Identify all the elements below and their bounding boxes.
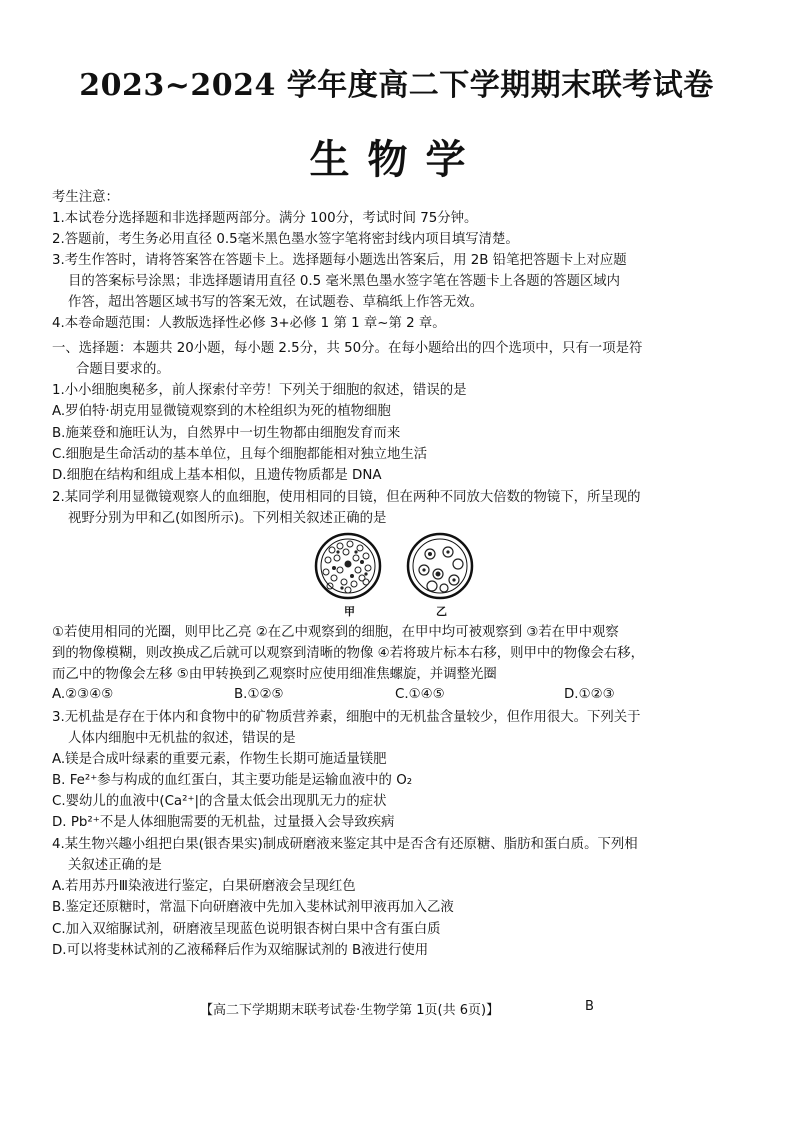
q4-stem-cont: 关叙述正确的是: [68, 858, 162, 873]
microscope-fields-drawing: [310, 530, 480, 620]
q1-stem: 1.小小细胞奥秘多，前人探索付辛劳！下列关于细胞的叙述，错误的是: [52, 383, 467, 398]
notice-item-2: 2.答题前，考生务必用直径 0.5毫米黑色墨水签字笔将密封线内项目填写清楚。: [52, 232, 519, 247]
section1-instructions: 一、选择题：本题共 20小题，每小题 2.5分，共 50分。在每小题给出的四个选项中，只有一项是符: [52, 341, 643, 356]
section1-instructions-cont: 合题目要求的。: [76, 362, 170, 377]
figure-label-jia: 甲: [344, 605, 355, 618]
q3-option-b: B. Fe²⁺参与构成的血红蛋白，其主要功能是运输血液中的 O₂: [52, 773, 413, 788]
q1-option-d: D.细胞在结构和组成上基本相似，且遗传物质都是 DNA: [52, 468, 382, 483]
q2-options: [52, 687, 752, 707]
notice-item-3-cont-1: 目的答案标号涂黑；非选择题请用直径 0.5 毫米黑色墨水签字笔在答题卡上各题的答题区域内: [68, 274, 621, 289]
paper-version-code: B: [585, 999, 594, 1014]
q4-option-b: B.鉴定还原糖时，常温下向研磨液中先加入斐林试剂甲液再加入乙液: [52, 900, 454, 915]
field-yi: [408, 534, 472, 598]
q4-option-c: C.加入双缩脲试剂，研磨液呈现蓝色说明银杏树白果中含有蛋白质: [52, 922, 441, 937]
exam-title: 2023~2024 学年度高二下学期期末联考试卷: [79, 68, 714, 103]
q2-stem: 2.某同学利用显微镜观察人的血细胞，使用相同的目镜，但在两种不同放大倍数的物镜下，所呈现的: [52, 490, 641, 505]
figure-label-yi: 乙: [436, 605, 447, 618]
q1-option-b: B.施莱登和施旺认为，自然界中一切生物都由细胞发育而来: [52, 426, 401, 441]
subject-title: 生物学: [309, 136, 484, 183]
q2-statements-1: ①若使用相同的光圈，则甲比乙亮 ②在乙中观察到的细胞，在甲中均可被观察到 ③若在甲中观察: [52, 625, 619, 640]
q3-option-d: D. Pb²⁺不是人体细胞需要的无机盐，过量摄入会导致疾病: [52, 815, 395, 830]
notice-heading: 考生注意：: [52, 190, 119, 205]
page-footer: 【高二下学期期末联考试卷·生物学第 1页(共 6页)】: [200, 1003, 500, 1018]
q4-stem: 4.某生物兴趣小组把白果(银杏果实)制成研磨液来鉴定其中是否含有还原糖、脂肪和蛋白质。下列相: [52, 837, 638, 852]
q3-stem-cont: 人体内细胞中无机盐的叙述，错误的是: [68, 731, 296, 746]
notice-item-1: 1.本试卷分选择题和非选择题两部分。满分 100分，考试时间 75分钟。: [52, 211, 478, 226]
q2-statements-3: 而乙中的物像会左移 ⑤由甲转换到乙观察时应使用细准焦螺旋，并调整光圈: [52, 667, 497, 682]
q2-option-b: B.①②⑤: [234, 687, 284, 702]
notice-item-3: 3.考生作答时，请将答案答在答题卡上。选择题每小题选出答案后，用 2B 铅笔把答题卡上对应题: [52, 253, 627, 268]
q1-option-c: C.细胞是生命活动的基本单位，且每个细胞都能相对独立地生活: [52, 447, 428, 462]
q3-option-a: A.镁是合成叶绿素的重要元素，作物生长期可施适量镁肥: [52, 752, 387, 767]
q3-stem: 3.无机盐是存在于体内和食物中的矿物质营养素，细胞中的无机盐含量较少，但作用很大。下列关于: [52, 710, 641, 725]
notice-item-4: 4.本卷命题范围：人教版选择性必修 3+必修 1 第 1 章~第 2 章。: [52, 316, 446, 331]
q2-option-a: A.②③④⑤: [52, 687, 114, 702]
q2-option-c: C.①④⑤: [395, 687, 445, 702]
q1-option-a: A.罗伯特·胡克用显微镜观察到的木栓组织为死的植物细胞: [52, 404, 391, 419]
q4-option-a: A.若用苏丹Ⅲ染液进行鉴定，白果研磨液会呈现红色: [52, 879, 356, 894]
microscope-fields-figure: [310, 530, 480, 620]
q4-option-d: D.可以将斐林试剂的乙液稀释后作为双缩脲试剂的 B液进行使用: [52, 943, 429, 958]
field-jia: [316, 534, 380, 598]
q2-option-d: D.①②③: [564, 687, 615, 702]
q2-statements-2: 到的物像模糊，则改换成乙后就可以观察到清晰的物像 ④若将玻片标本右移，则甲中的物像会右移，: [52, 646, 645, 661]
q3-option-c: C.婴幼儿的血液中(Ca²⁺|的含量太低会出现肌无力的症状: [52, 794, 387, 809]
notice-item-3-cont-2: 作答，超出答题区域书写的答案无效，在试题卷、草稿纸上作答无效。: [68, 295, 484, 310]
q2-stem-cont: 视野分别为甲和乙(如图所示)。下列相关叙述正确的是: [68, 511, 387, 526]
